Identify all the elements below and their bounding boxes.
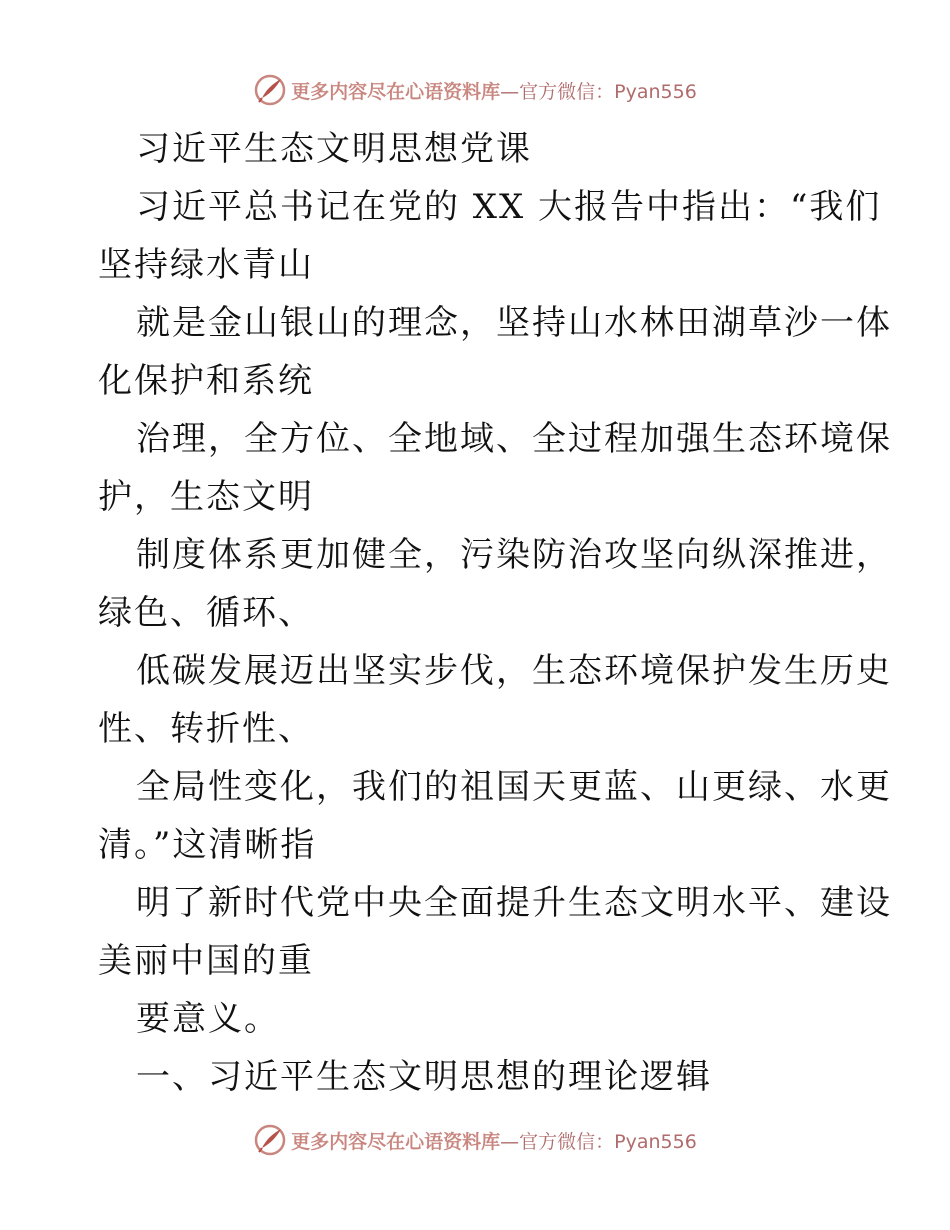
watermark-text <box>291 1127 697 1154</box>
text-line: 低碳发展迈出坚实步伐，生态环境保护发生历史 <box>136 651 892 691</box>
watermark-brand: 更多内容尽在心语资料库 <box>291 1130 501 1153</box>
text-line: 治理，全方位、全地域、全过程加强生态环境保 <box>136 419 892 459</box>
watermark-suffix: —官方微信：Pyan556 <box>500 80 697 103</box>
text-line: 制度体系更加健全，污染防治攻坚向纵深推进， <box>136 535 892 575</box>
watermark-brand: 更多内容尽在心语资料库 <box>291 80 501 103</box>
section-heading: 一、习近平生态文明思想的理论逻辑 <box>136 1057 712 1097</box>
watermark-suffix: —官方微信：Pyan556 <box>500 1130 697 1153</box>
text-line: 就是金山银山的理念，坚持山水林田湖草沙一体 <box>136 303 892 343</box>
text-line: 清。”这清晰指 <box>98 825 317 865</box>
text-line: 坚持绿水青山 <box>98 245 314 285</box>
document-title: 习近平生态文明思想党课 <box>136 129 532 169</box>
text-line: 绿色、循环、 <box>98 593 314 633</box>
text-line: 性、转折性、 <box>98 709 314 749</box>
text-line: 护，生态文明 <box>98 477 314 517</box>
header-watermark <box>0 70 950 110</box>
text-line: 明了新时代党中央全面提升生态文明水平、建设 <box>136 883 892 923</box>
text-line: 习近平总书记在党的 XX 大报告中指出：“我们 <box>136 187 882 227</box>
footer-watermark <box>0 1120 950 1160</box>
watermark-text <box>291 77 697 104</box>
text-line: 化保护和系统 <box>98 361 314 401</box>
document-body <box>98 120 892 1106</box>
text-line: 美丽中国的重 <box>98 941 314 981</box>
text-line: 要意义。 <box>136 999 280 1039</box>
feather-pen-logo-icon <box>253 73 287 107</box>
text-line: 全局性变化，我们的祖国天更蓝、山更绿、水更 <box>136 767 892 807</box>
feather-pen-logo-icon <box>253 1123 287 1157</box>
